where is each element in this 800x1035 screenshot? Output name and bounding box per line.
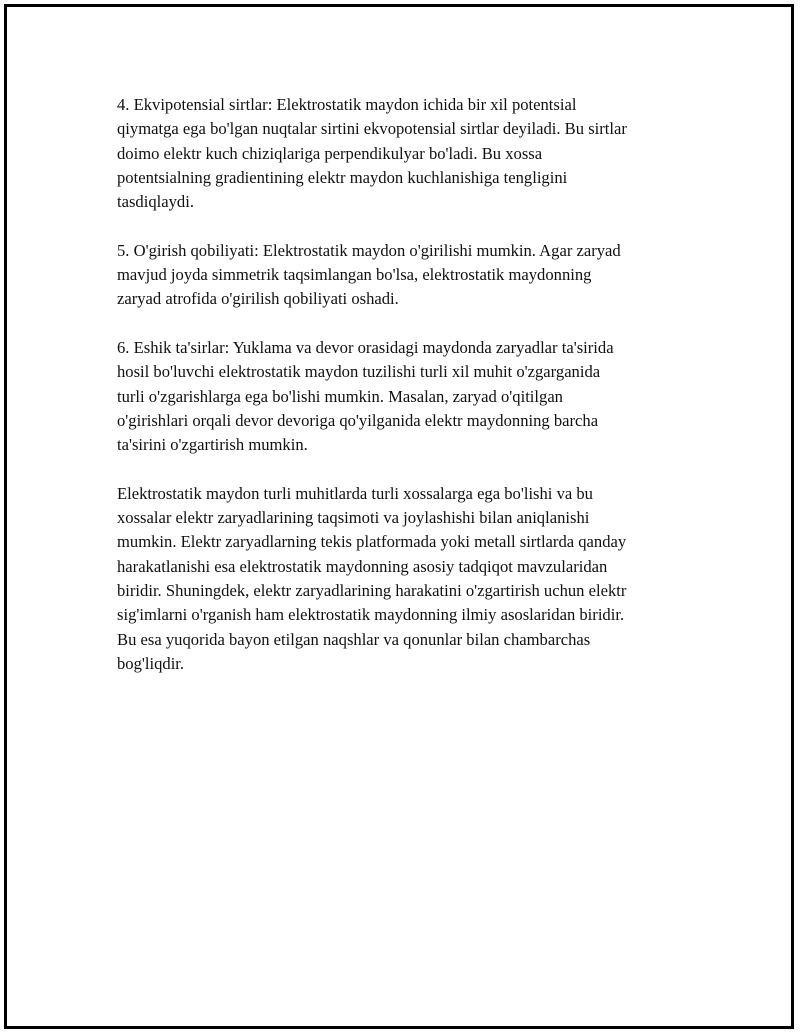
paragraph-conclusion: Elektrostatik maydon turli muhitlarda turli xossalarga ega bo'lishi va bu xossalar elektr zaryadlarining taqsimoti va joylashishi bilan aniqlanishi mumkin. Elektr zaryadlarning tekis platformada yoki metall sirtlarda qanday harakatlanishi esa elektrostatik maydonning asosiy tadqiqot mavzularidan biridir. Shuningdek, elektr zaryadlarining harakatini o'zgartirish uchun elektr sig'imlarni o'rganish ham elektrostatik maydonning ilmiy asoslaridan biridir. Bu esa yuqorida bayon etilgan naqshlar va qonunlar bilan chambarchas bog'liqdir. [117, 483, 627, 673]
document-body [117, 93, 690, 700]
paragraph-equipotential-surfaces: 4. Ekvipotensial sirtlar: Elektrostatik maydon ichida bir xil potentsial qiymatga ega bo'lgan nuqtalar sirtini ekvopotensial sirtlar deyiladi. Bu sirtlar doimo elektr kuch chiziqlariga perpendikulyar bo'ladi. Bu xossa potentsialning gradientining elektr maydon kuchlanishiga tengligini tasdiqlaydi. [117, 95, 627, 212]
paragraph-door-effects: 6. Eshik ta'sirlar: Yuklama va devor orasidagi maydonda zaryadlar ta'sirida hosil bo'luvchi elektrostatik maydon tuzilishi turli xil muhit o'zgarganida turli o'zgarishlarga ega bo'lishi mumkin. Masalan, zaryad o'qitilgan o'girishlari orqali devor devoriga qo'yilganida elektr maydonning barcha ta'sirini o'zgartirish mumkin. [117, 337, 614, 455]
paragraph-rotation-ability: 5. O'girish qobiliyati: Elektrostatik maydon o'girilishi mumkin. Agar zaryad mavjud joyda simmetrik taqsimlangan bo'lsa, elektrostatik maydonning zaryad atrofida o'girilish qobiliyati oshadi. [117, 240, 621, 309]
